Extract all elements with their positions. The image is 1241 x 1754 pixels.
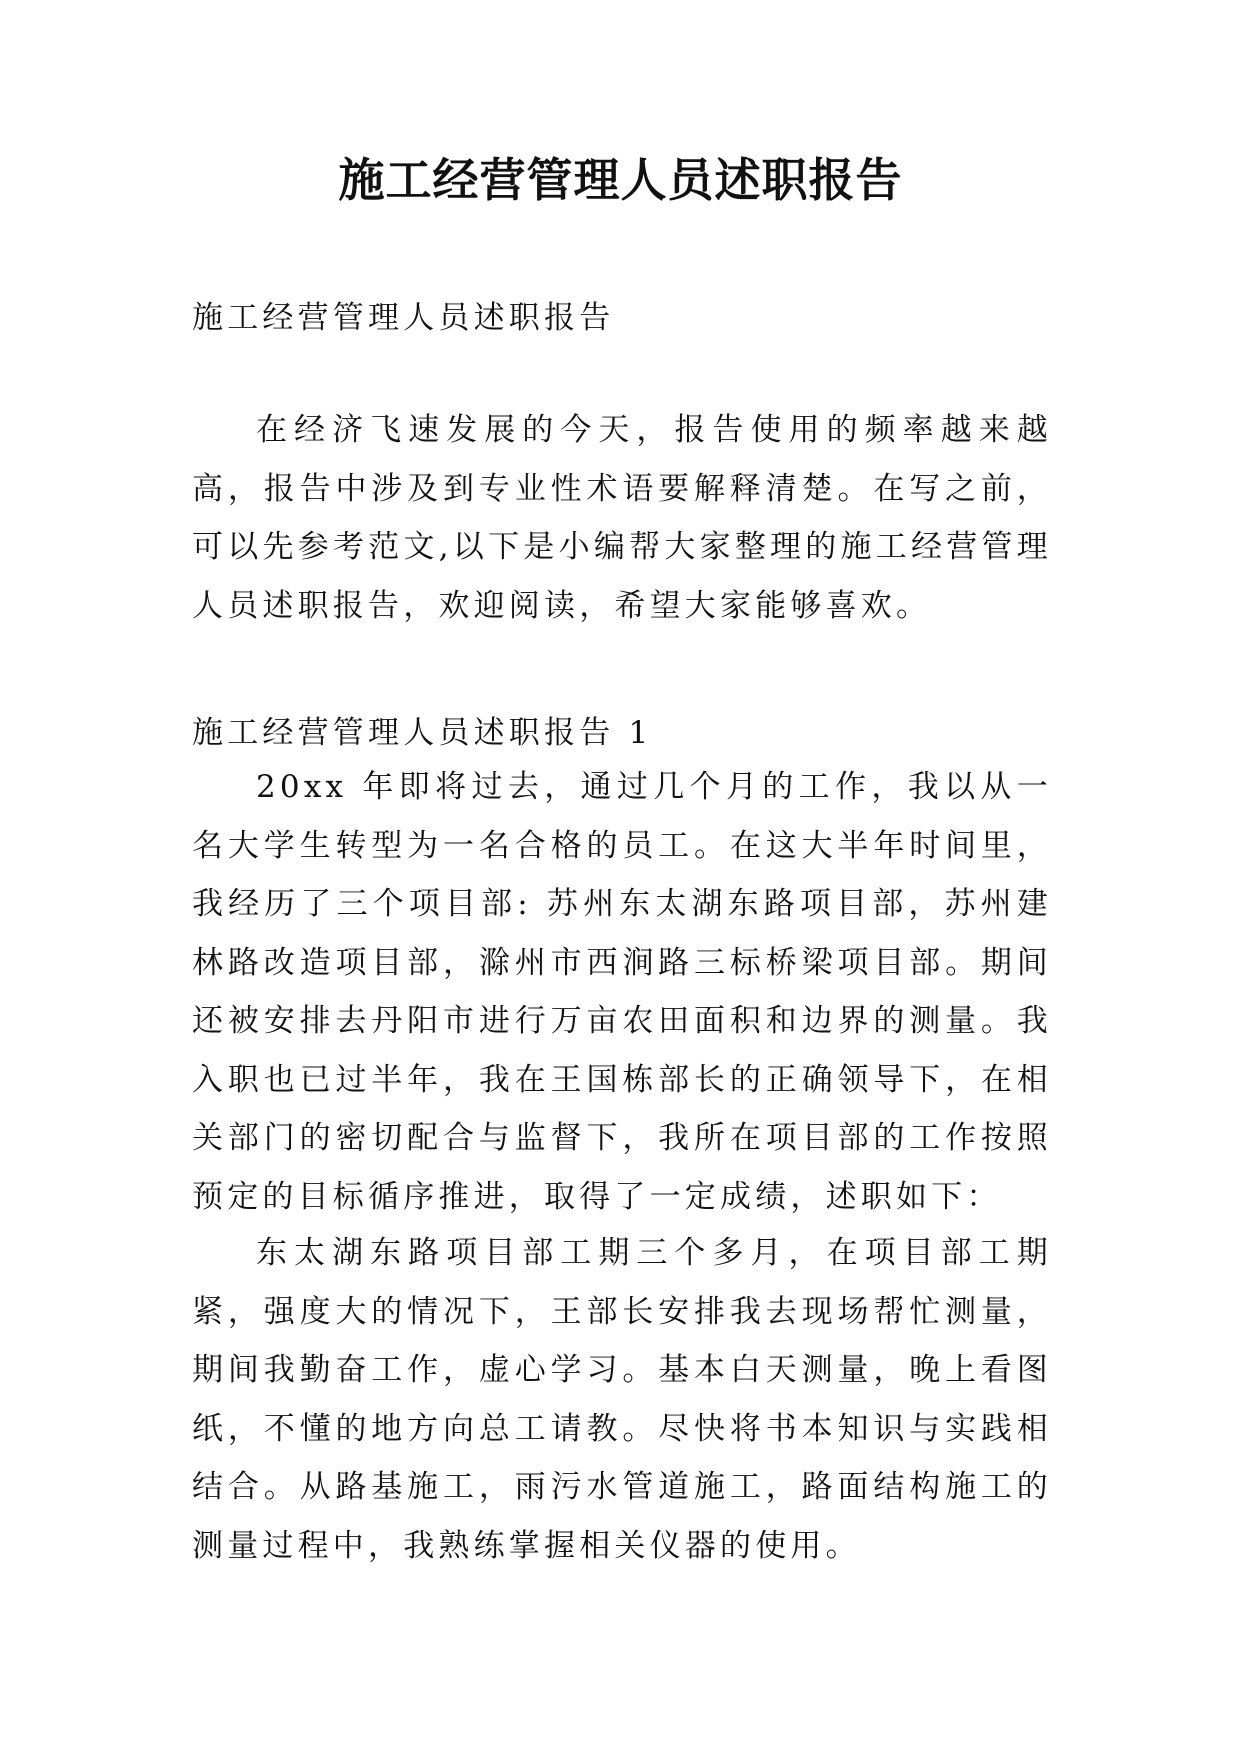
document-title: 施工经营管理人员述职报告	[338, 153, 903, 207]
body-paragraph: 20xx 年即将过去，通过几个月的工作，我以从一名大学生转型为一名合格的员工。在这大半年时间里，我经历了三个项目部: 苏州东太湖东路项目部，苏州建林路改造项目部，滁州市西涧路三标桥梁项目部。期间还被安排去丹阳市进行万亩农田面积和边界的测量。我入职也已过半年，我在王国栋部长的正确领导下，在相关部门的密切配合与监督下，我所在项目部的工作按照预定的目标循序推进，取得了一定成绩，述职如下：	[192, 769, 1052, 1215]
section-heading: 施工经营管理人员述职报告 1	[192, 715, 653, 751]
intro-paragraph: 在经济飞速发展的今天，报告使用的频率越来越高，报告中涉及到专业性术语要解释清楚。在写之前，可以先参考范文,以下是小编帮大家整理的施工经营管理人员述职报告，欢迎阅读，希望大家能够喜欢。	[192, 412, 1052, 624]
document-subtitle: 施工经营管理人员述职报告	[192, 300, 615, 336]
body-paragraph: 东太湖东路项目部工期三个多月，在项目部工期紧，强度大的情况下，王部长安排我去现场帮忙测量，期间我勤奋工作，虚心学习。基本白天测量，晚上看图纸，不懂的地方向总工请教。尽快将书本知识与实践相结合。从路基施工，雨污水管道施工，路面结构施工的测量过程中，我熟练掌握相关仪器的使用。	[192, 1235, 1052, 1564]
